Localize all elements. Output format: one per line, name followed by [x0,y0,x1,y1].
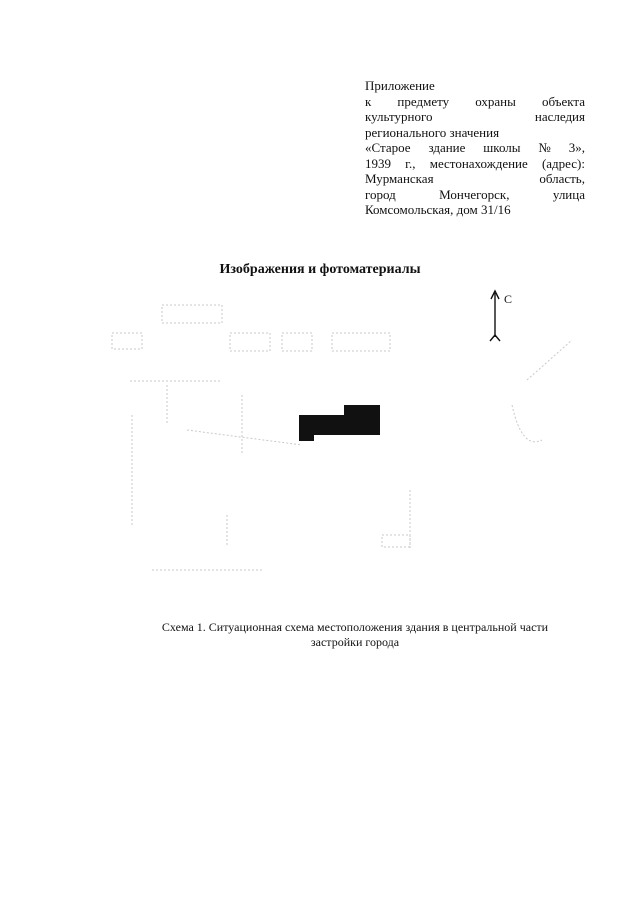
north-arrow [490,291,500,341]
appendix-line-3: культурного наследия [365,109,585,124]
appendix-line-8: город Мончегорск, улица [365,186,585,202]
appendix-line-9: Комсомольская, дом 31/16 [365,202,511,217]
appendix-line-2: к предмету охраны объекта [365,93,585,109]
school-building-shape [299,405,380,441]
map-faint-lines [112,305,572,570]
north-label: С [504,292,513,306]
map-street-diagonal [527,340,572,380]
school-building [299,405,380,441]
caption-line-2: застройки города [310,635,400,649]
caption-line-1: Схема 1. Ситуационная схема местоположения здания в центральной части [161,620,549,634]
map-block-mid-3 [332,333,390,351]
appendix-line-4: регионального значения [365,124,500,140]
map-block-mid-1 [230,333,270,351]
appendix-line-6: 1939 г., местонахождение (адрес): [365,155,585,171]
situation-map [92,285,592,585]
appendix-line-1: Приложение [365,78,435,93]
map-block-mid-2 [282,333,312,351]
map-street-mid [187,430,302,445]
north-arrow-tail [490,335,500,341]
map-block-bottom [382,535,410,547]
appendix-block [365,78,585,218]
appendix-line-7: Мурманская область, [365,171,585,186]
map-curve-right [512,405,542,442]
appendix-line-5: «Старое здание школы № 3», [365,140,585,155]
map-block-left [112,333,142,349]
section-title: Изображения и фотоматериалы [219,262,421,277]
figure-caption [120,620,590,650]
map-block-top [162,305,222,323]
